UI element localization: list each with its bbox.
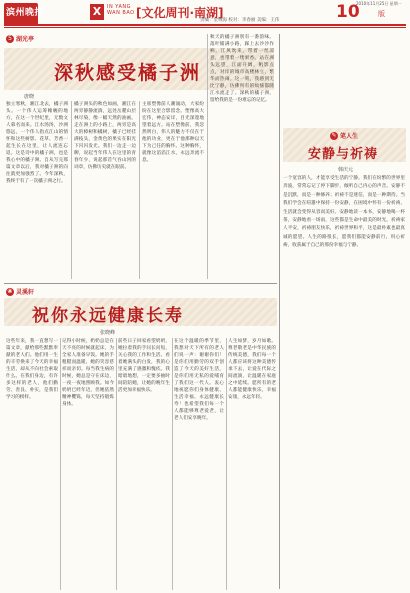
editor-line: 责编：金钱海 校对：李春丽 美编：王伟: [200, 18, 280, 23]
leaf-icon: ❀: [7, 287, 13, 295]
article1-col1: 独立寒秋，湘江北去，橘子洲头。一个伟人运筹帷幄的地方，在这一个世纪里，无数文人慕名而来。江水汤汤，沙洲悠远，一个伟人指点江山的情怀和这些树影、花草、芳香一起生长在这里，让人流连忘返。这是诗中的橘子洲，也是我心中的橘子洲。自从写完那篇文章以后，我对橘子洲的向往就更加强烈了。今年深秋，我终于有了一次橘子洲之行。: [6, 102, 68, 184]
masthead-rule-thin: [4, 27, 406, 28]
page-number: 10: [336, 2, 360, 22]
masthead-rule: [4, 24, 406, 26]
section-title: [文化周刊·南湖]: [136, 6, 224, 20]
article1-col4: 秋天的橘子洲别有一番韵味。落叶铺满小路，踩上去沙沙作响。江风吹来，带着一丝凉意，也带着一缕果香。站在洲头远望，江面开阔，帆影点点，对岸的城市高楼林立，繁华而热闹。这一刻，我感到无比宁静，仿佛所有的烦恼都随江水流走了。深秋的橘子洲，留给我的是一份难忘的记忆。: [210, 35, 274, 103]
article2-headline: 安静与祈祷: [308, 147, 379, 162]
col-divider: [139, 101, 140, 279]
col-divider: [116, 338, 117, 590]
section-number-icon: 5: [6, 35, 14, 43]
col-divider: [71, 101, 72, 279]
pen-icon: ✎: [331, 131, 337, 139]
col-divider: [60, 338, 61, 590]
col-divider: [207, 34, 208, 279]
col-divider: [226, 338, 227, 590]
right-column-divider: [279, 34, 280, 589]
article1-byline: 唐晓: [24, 94, 35, 100]
article3-byline: 张晓峰: [100, 330, 116, 336]
logo-text: 滨州晚报: [6, 8, 45, 18]
col-divider: [172, 338, 173, 590]
article1-col2: 橘子洲头的秋色如画，湘江在两旁静静流淌，远处岳麓山层林尽染，像一幅天然的油画。走在洲上的小路上，两旁是高大的樟树和橘树，橘子已经挂满枝头，金黄色的果实在阳光下闪闪发光。我们一边走一边聊，说起当年伟人在这里的青春年少，说起那首气吞山河的词章，仿佛历史就在眼前。: [74, 102, 136, 170]
article3-col1: 这些年来，我一直想写一篇文章，献给那些默默奉献的老人们。他们用一生的辛劳换来了今天的幸福生活，却从不向社会索取什么。在我们身边，有许多这样的老人，他们勤劳、善良、朴实，是我们学习的榜样。: [6, 339, 58, 400]
article3-col2: 记得小时候，奶奶总是在天不亮的时候就起床，为全家人准备早饭。她的手粗糙而温暖，她的笑容慈祥而亲切。每当我生病的时候，她总是守在床边，一夜一夜地照顾我。如今奶奶已经年迈，但她依然精神矍铄，每天坚持锻炼身体。: [62, 339, 114, 407]
page-label: 版: [378, 10, 385, 18]
article1-col3: 主席塑像前人潮涌动，大家纷纷在这里合影留念。塑像高大宏伟，神态安详，目光深邃地望着远方。站在塑像前，我忽然明白，伟人的魅力不仅在于他的功业，更在于他那种以天下为己任的胸怀。这种胸怀，就像这滔滔江水，永远奔流不息。: [142, 102, 204, 163]
article2-section-label: ✎ 笔人生: [331, 131, 359, 140]
article3-headline: 祝你永远健康长寿: [32, 306, 184, 326]
article3-section-label: ❀ 灵溪轩: [7, 287, 35, 296]
article1-section-label: 5 湖光亭: [6, 34, 34, 43]
paper-name-latin: IN YANG WAN BAO: [107, 4, 135, 16]
article-separator: [4, 283, 277, 284]
article2-byline: 韩庆元: [338, 167, 354, 173]
article3-col3: 前些日子回家看望奶奶，她拉着我的手问长问短，关心我的工作和生活。看着她满头的白发，我的心里充满了感激和愧疚。我暗暗地想，一定要多抽时间陪陪她，让她的晚年生活更加幸福快乐。: [118, 339, 170, 393]
article3-col5: 人生如梦，岁月如歌。尊老敬老是中华民族的传统美德，我们每一个人都应该将这种美德传承下去，让爱在代际之间流淌，让温暖在家庭之中延续。愿所有的老人都能健康快乐，幸福安康，永远年轻。: [228, 339, 276, 400]
article1-headline: 深秋感受橘子洲: [54, 62, 202, 84]
article3-col4: 在这个温暖的季节里，我想对天下所有的老人们说一声：谢谢你们！是你们用勤劳的双手创造了今天的美好生活，是你们用无私的爱哺育了我们这一代人。衷心地祝愿你们身体健康、生活幸福、永远健康长寿！也希望我们每一个人都能够尊老爱老，让老人们安享晚年。: [174, 339, 224, 421]
issue-date: 2010年11月25日 星期一: [356, 1, 402, 6]
x-letter-badge: X: [90, 4, 104, 20]
article2-body: 一个宽容的人，才能享受生活的宁静。我们在纷繁的世界里奔波，常常忘记了停下脚步，倾听自己内心的声音。安静不是沉默，而是一种修养；祈祷不是迷信，而是一种期待。当我们学会在喧嚣中保持一份安静，在困境中怀有一份祈祷，生活就会变得从容而美好。安静地读一本书，安静地喝一杯茶，安静地看一场雨，这些都是生命中最美的时光。祈祷家人平安，祈祷朋友快乐，祈祷世界和平，这是最朴素也最真诚的愿望。人生的路很长，愿我们都能安静前行，用心祈祷，收获属于自己的那份幸福与宁静。: [283, 176, 405, 249]
